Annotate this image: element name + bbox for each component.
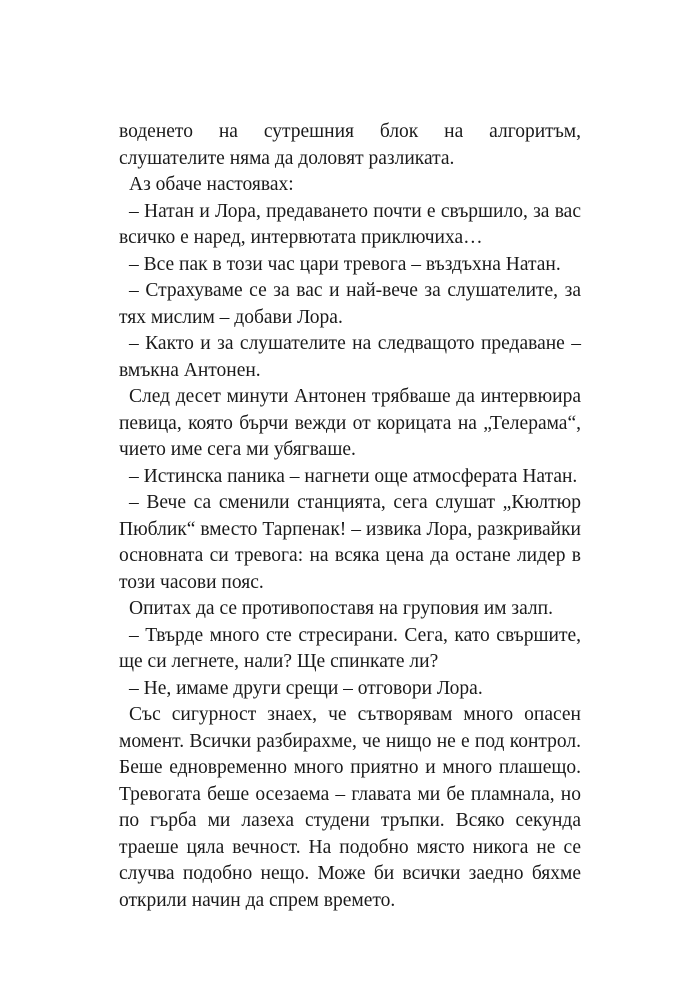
paragraph: воденето на сутрешния блок на алгоритъм, слушателите няма да доловят разликата. <box>119 121 581 169</box>
paragraph: – Все пак в този час цари тревога – въздъхна Натан. <box>129 253 561 275</box>
paragraph: Със сигурност знаех, че сътворявам много опасен момент. Всички разбирахме, че нищо не е под контрол. Беше едновременно много приятно и много плашещо. Тревогата беше осезаема – главата ми бе пламнала, но по гърба ми лазеха студени тръпки. Всяко секунда траеше цяла вечност. На подобно място никога не се случва подобно нещо. Може би всички заедно бяхме открили начин да спрем времето. <box>119 704 581 911</box>
paragraph: – Твърде много сте стресирани. Сега, като свършите, ще си легнете, нали? Ще спинкате ли? <box>119 624 581 672</box>
paragraph: – Както и за слушателите на следващото предаване – вмъкна Антонен. <box>119 333 581 381</box>
paragraph: – Истинска паника – нагнети още атмосферата Натан. <box>129 465 578 487</box>
paragraph: – Страхуваме се за вас и най-вече за слушателите, за тях мислим – добави Лора. <box>119 280 581 328</box>
body-text <box>119 119 581 914</box>
paragraph: Аз обаче настоявах: <box>129 174 294 195</box>
paragraph: – Натан и Лора, предаването почти е свършило, за вас всичко е наред, интервютата приключиха… <box>119 200 581 248</box>
paragraph: – Вече са сменили станцията, сега слушат „Кюлтюр Пюблик“ вместо Тарпенак! – извика Лора, разкривайки основната си тревога: на всяка цена да остане лидер в този часови пояс. <box>119 492 581 593</box>
paragraph: Опитах да се противопоставя на груповия им залп. <box>129 598 553 619</box>
paragraph: След десет минути Антонен трябваше да интервюира певица, която бърчи вежди от корицата на „Телерама“, чието име сега ми убягваше. <box>119 386 581 460</box>
paragraph: – Не, имаме други срещи – отговори Лора. <box>129 677 483 699</box>
